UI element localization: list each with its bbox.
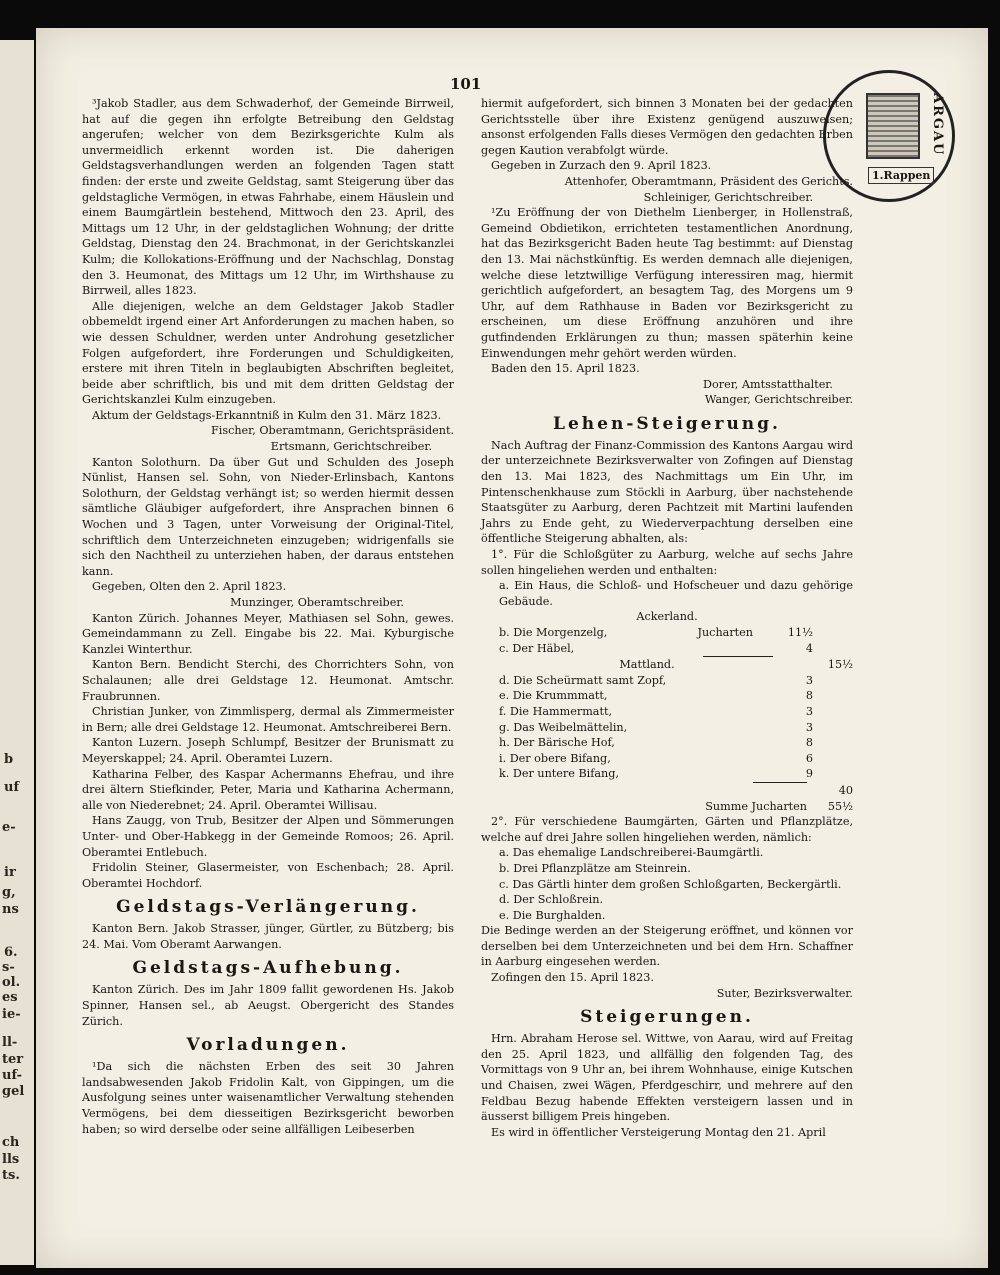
signature-line: Wanger, Gerichtschreiber. <box>704 393 853 407</box>
strip-fragment: gel <box>2 1084 25 1099</box>
signature-line: Attenhofer, Oberamtmann, Präsident des Gerichts. <box>564 174 853 188</box>
left-column <box>82 96 454 1137</box>
table-row <box>481 720 853 736</box>
strip-fragment: s- <box>2 960 15 975</box>
table-subheading: Ackerland. <box>636 610 698 624</box>
notice-paragraph: Christian Junker, von Zimmlisperg, dermal als Zimmermeister in Bern; alle drei Geldstage 12. Heumonat. Amtschreiberei Bern. <box>82 705 454 734</box>
notice-paragraph: Alle diejenigen, welche an dem Geldstager Jakob Stadler obbemeldt irgend einer Art Anforderungen zu machen haben, so wie dessen Schuldner, werden unter Androhung gesetzlicher Folgen aufgefordert, ihre Forderungen und Schuldigkeiten, erstere mit ihren Titeln in beglaubigten Abschriften begleitet, beide aber schriftlich, bis und mit dem dritten Geldstag der Gerichtskanzlei Kulm einzugeben. <box>82 299 454 407</box>
table-row <box>481 641 853 657</box>
row-label: b. Die Morgenzelg, <box>499 626 608 639</box>
row-label: g. Das Weibelmättelin, <box>499 720 628 734</box>
table-row <box>481 783 853 799</box>
notice-paragraph: hiermit aufgefordert, sich binnen 3 Monaten bei der gedachten Gerichtsstelle über ihre Existenz genügend auszuweisen; ansonst erfolgenden Falls dieses Vermögen den gedachten Erben gegen Kaution verabfolgt würde. <box>481 97 853 157</box>
notice-paragraph: Katharina Felber, des Kaspar Achermanns Ehefrau, und ihre drei ältern Stiefkinder, Peter, Maria und Katharina Achermann, alle von Niederebnet; 24. April. Oberamtei Willisau. <box>82 767 454 812</box>
signature-line: Ertsmann, Gerichtschreiber. <box>270 440 432 454</box>
stamp-side-text: ARGAU <box>930 93 945 157</box>
table-row <box>481 673 853 689</box>
strip-fragment: ll- <box>2 1035 18 1050</box>
signature-line: Schleiniger, Gerichtschreiber. <box>643 190 813 204</box>
matt-table <box>481 673 853 814</box>
notice-paragraph: ¹Zu Eröffnung der von Diethelm Lienberger, in Hollenstraß, Gemeind Obdietikon, errichteten testamentlichen Anordnung, hat das Bezirksgericht Baden heute Tag bestimmt: auf Dienstag den 13. Mai nächstkünftig. Es werden demnach alle diejenigen, welche diese letztwillige Verfügung interessiren mag, hiermit gerichtlich aufgefordert, an besagtem Tag, des Morgens um 9 Uhr, auf dem Rathhause in Baden vor Bezirksgericht zu erscheinen, um diese Eröffnung anzuhören und ihre gutfindenden Erklärungen zu thun; massen späterhin keine Einwendungen mehr gehört werden würden. <box>481 206 853 360</box>
row-label: e. Die Krummmatt, <box>499 689 608 703</box>
list-item: c. Das Gärtli hinter dem großen Schloßgarten, Beckergärtli. <box>499 877 842 891</box>
strip-fragment: es <box>2 990 18 1005</box>
table-row <box>481 704 853 720</box>
coat-of-arms-icon <box>866 93 920 159</box>
row-value: 9 <box>805 767 813 781</box>
list-item: a. Das ehemalige Landschreiberei-Baumgärtli. <box>499 846 764 860</box>
table-row <box>481 625 853 641</box>
row-label: h. Der Bärische Hof, <box>499 736 615 750</box>
unit-label: Jucharten <box>697 626 753 639</box>
signature-line: Dorer, Amtsstatthalter. <box>703 377 833 391</box>
notice-paragraph: Zofingen den 15. April 1823. <box>491 971 654 985</box>
strip-fragment: ns <box>2 902 19 917</box>
row-label: d. Die Scheürmatt samt Zopf, <box>499 673 667 687</box>
section-heading: Lehen-Steigerung. <box>553 413 781 434</box>
table-row <box>481 735 853 751</box>
table-subheading: Mattland. <box>619 658 675 672</box>
acker-table <box>481 625 853 673</box>
strip-fragment: 6. <box>4 945 18 960</box>
strip-fragment: ts. <box>2 1168 20 1183</box>
table-row <box>481 657 853 673</box>
notice-paragraph: Baden den 15. April 1823. <box>491 362 640 376</box>
notice-paragraph: Gegeben, Olten den 2. April 1823. <box>92 580 287 594</box>
row-value: 11½ <box>787 626 813 639</box>
row-value: 3 <box>805 673 813 687</box>
notice-paragraph: Kanton Solothurn. Da über Gut und Schulden des Joseph Nünlist, Hansen sel. Sohn, von Nieder-Erlinsbach, Kantons Solothurn, der Geldstag verhängt ist; so werden hiermit dessen sämtliche Gläubiger aufgefordert, ihre Ansprachen binnen 6 Wochen und 3 Tagen, unter Vorweisung der Original-Titel, schriftlich dem Unterzeichneten einzugeben; widrigenfalls sie sich den Nachtheil zu unterziehen haben, der daraus entstehen kann. <box>82 455 454 578</box>
signature-line: Fischer, Oberamtmann, Gerichtspräsident. <box>210 424 454 438</box>
notice-paragraph: Hans Zaugg, von Trub, Besitzer der Alpen und Sömmerungen Unter- und Ober-Habkegg in der Gemeinde Romoos; 26. April. Oberamtei Entlebuch. <box>82 814 454 859</box>
notice-paragraph: Aktum der Geldstags-Erkanntniß in Kulm den 31. März 1823. <box>92 408 442 422</box>
section-heading: Geldstags-Verlängerung. <box>116 897 420 918</box>
signature-line: Suter, Bezirksverwalter. <box>716 986 853 1000</box>
stamp-value-text: 1.Rappen <box>868 167 934 184</box>
strip-fragment: g, <box>2 885 16 900</box>
notice-paragraph: Nach Auftrag der Finanz-Commission des Kantons Aargau wird der unterzeichnete Bezirksverwalter von Zofingen auf Dienstag den 13. Mai 1823, des Nachmittags um Ein Uhr, im Pintenschenkhause zum Stöckli in Aarburg, über nachstehende Staatsgüter zu Aarburg, deren Pachtzeit mit Martini laufenden Jahrs zu Ende geht, zu Wiederverpachtung derselben eine öffentliche Steigerung abhalten, als: <box>481 438 853 546</box>
notice-paragraph: Fridolin Steiner, Glasermeister, von Eschenbach; 28. April. Oberamtei Hochdorf. <box>82 861 454 890</box>
list-item: b. Drei Pflanzplätze am Steinrein. <box>499 861 691 875</box>
strip-fragment: ir <box>4 865 16 880</box>
notice-paragraph: Kanton Zürich. Johannes Meyer, Mathiasen sel Sohn, gewes. Gemeindammann zu Zell. Eingabe bis 22. Mai. Kyburgische Kanzlei Winterthur. <box>82 611 454 656</box>
table-row <box>481 688 853 704</box>
row-value: 3 <box>805 720 813 734</box>
row-value: 8 <box>805 736 813 750</box>
notice-paragraph: ¹Da sich die nächsten Erben des seit 30 Jahren landsabwesenden Jakob Fridolin Kalt, von Gippingen, um die Ausfolgung seines unter waisenamtlicher Verwaltung stehenden Vermögens, bei dem diesseitigen Bezirksgericht beworben haben; so wird derselbe oder seine allfälligen Leibeserben <box>82 1060 454 1136</box>
notice-paragraph: 2°. Für verschiedene Baumgärten, Gärten und Pflanzplätze, welche auf drei Jahre sollen hingeliehen werden, nämlich: <box>481 815 853 844</box>
row-value: 4 <box>805 641 813 655</box>
strip-fragment: ie- <box>2 1007 21 1022</box>
table-row <box>481 799 853 815</box>
strip-fragment: e- <box>2 820 16 835</box>
notice-paragraph: Gegeben in Zurzach den 9. April 1823. <box>491 159 712 173</box>
row-value: 8 <box>805 689 813 703</box>
notice-paragraph: 1°. Für die Schloßgüter zu Aarburg, welche auf sechs Jahre sollen hingeliehen werden und enthalten: <box>481 548 853 577</box>
strip-fragment: uf- <box>2 1068 22 1083</box>
adjacent-page-strip <box>0 40 34 1265</box>
sum-label: Summe Jucharten <box>705 799 807 813</box>
notice-paragraph: Es wird in öffentlicher Versteigerung Montag den 21. April <box>491 1125 826 1139</box>
strip-fragment: uf <box>4 780 20 795</box>
page-number: 101 <box>450 75 482 93</box>
row-label: c. Der Häbel, <box>499 641 575 655</box>
subtotal-value: 40 <box>838 783 853 797</box>
row-label: i. Der obere Bifang, <box>499 751 611 765</box>
table-row <box>481 766 853 782</box>
strip-fragment: ol. <box>2 975 21 990</box>
row-label: f. Die Hammermatt, <box>499 704 613 718</box>
strip-fragment: lls <box>2 1152 20 1167</box>
sum-value: 55½ <box>827 799 853 813</box>
row-label: k. Der untere Bifang, <box>499 767 619 781</box>
notice-paragraph: Kanton Bern. Jakob Strasser, jünger, Gürtler, zu Bützberg; bis 24. Mai. Vom Oberamt Aarwangen. <box>82 922 454 951</box>
table-row <box>481 751 853 767</box>
list-item: a. Ein Haus, die Schloß- und Hofscheuer und dazu gehörige Gebäude. <box>499 579 853 608</box>
right-column <box>481 96 853 1140</box>
list-item: d. Der Schloßrein. <box>499 893 603 907</box>
strip-fragment: ter <box>2 1052 24 1067</box>
notice-paragraph: Hrn. Abraham Herose sel. Wittwe, von Aarau, wird auf Freitag den 25. April 1823, und allfällig den folgenden Tag, des Vormittags von 9 Uhr an, bei ihrem Wohnhause, einige Kutschen und Chaisen, zwei Wägen, Pferdgeschirr, und mehrere auf den Feldbau Bezug habende Effekten versteigern lassen und in äusserst billigem Preis hingeben. <box>481 1032 853 1124</box>
signature-line: Munzinger, Oberamtschreiber. <box>230 596 404 609</box>
list-item: e. Die Burghalden. <box>499 908 606 922</box>
row-value: 3 <box>805 704 813 718</box>
section-heading: Steigerungen. <box>580 1007 754 1028</box>
section-heading: Vorladungen. <box>186 1035 350 1056</box>
section-heading: Geldstags-Aufhebung. <box>132 958 404 979</box>
notice-paragraph: Kanton Zürich. Des im Jahr 1809 fallit gewordenen Hs. Jakob Spinner, Hansen sel., ab Aeugst. Obergericht des Standes Zürich. <box>82 983 454 1028</box>
row-value: 6 <box>805 751 813 765</box>
notice-paragraph: ³Jakob Stadler, aus dem Schwaderhof, der Gemeinde Birrweil, hat auf die gegen ihn erfolgte Betreibung den Geldstag angerufen; welcher von dem Bezirksgerichte Kulm als unvermeidlich erkennt worden ist. Die daherigen Geldstagsverhandlungen werden an folgenden Tagen statt finden: der erste und zweite Geldstag, samt Steigerung über das geldstagliche Vermögen, in etwas Fahrhabe, einem Häuslein und einem Baumgärtlein bestehend, Mittwoch den 23. April, des Mittags um 12 Uhr, in der geldstaglichen Wohnung; der dritte Geldstag, Dienstag den 24. Brachmonat, in der Gerichtskanzlei Kulm; die Kollokations-Eröffnung und der Nachschlag, Donstag den 3. Heumonat, des Mittags um 12 Uhr, im Wirthshause zu Birrweil, alles 1823. <box>82 97 454 298</box>
notice-paragraph: Die Bedinge werden an der Steigerung eröffnet, und können vor derselben bei dem Unterzeichneten und bei dem Hrn. Schaffner in Aarburg eingesehen werden. <box>481 924 853 969</box>
subtotal-value: 15½ <box>827 658 853 672</box>
notice-paragraph: Kanton Bern. Bendicht Sterchi, des Chorrichters Sohn, von Schalaunen; alle drei Geldstage 12. Heumonat. Amtschr. Fraubrunnen. <box>82 658 454 703</box>
notice-paragraph: Kanton Luzern. Joseph Schlumpf, Besitzer der Brunismatt zu Meyerskappel; 24. April. Oberamtei Luzern. <box>82 736 454 765</box>
strip-fragment: b <box>4 752 14 767</box>
strip-fragment: ch <box>2 1135 20 1150</box>
